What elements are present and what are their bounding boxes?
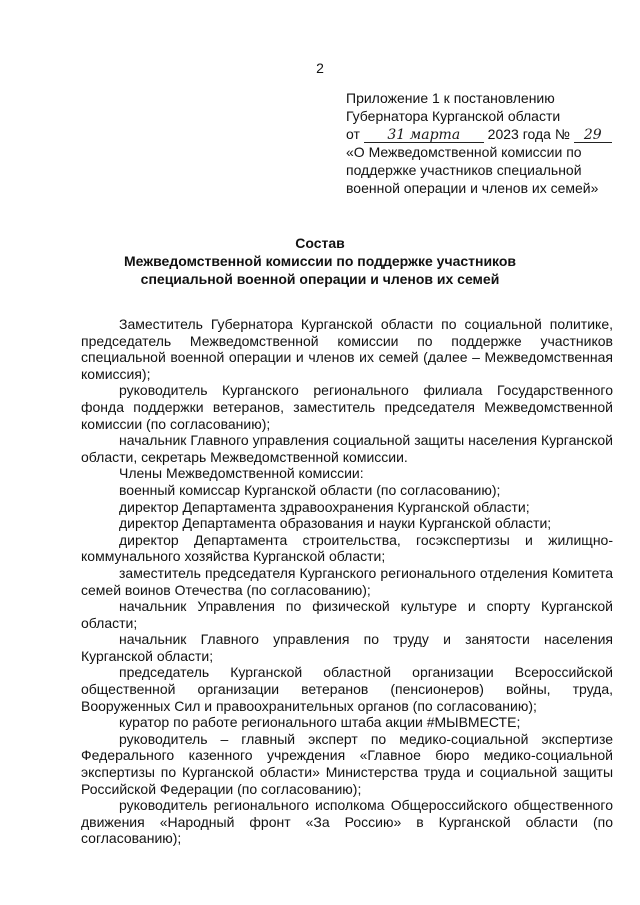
list-item: руководитель – главный эксперт по медико-социальной экспертизе Федерального казенного учреждения «Главное бюро медико-социальной экспертизы по Курганской области» Министерства труда и социальной защиты Российской Федерации (по согласованию); (81, 730, 613, 797)
appendix-title-line-3: военной операции и членов их семей» (346, 180, 599, 196)
handwritten-number: 29 (574, 128, 612, 143)
appendix-title-line-1: «О Межведомственной комиссии по (346, 144, 582, 160)
title-line-3: специальной военной операции и членов их семей (140, 271, 500, 287)
page-number: 2 (316, 60, 324, 76)
list-item: директор Департамента строительства, госэкспертизы и жилищно-коммунального хозяйства Курганской области; (81, 531, 613, 565)
list-item: начальник Управления по физической культуре и спорту Курганской области; (81, 598, 613, 631)
title-line-1: Состав (295, 235, 345, 251)
composition-list (81, 316, 613, 847)
list-item: заместитель председателя Курганского регионального отделения Комитета семей воинов Отечества (по согласованию); (81, 564, 613, 598)
list-item: директор Департамента здравоохранения Курганской области; (119, 498, 530, 515)
appendix-line-1: Приложение 1 к постановлению (346, 90, 555, 106)
handwritten-date: 31 марта (364, 128, 484, 143)
list-item: куратор по работе регионального штаба акции #МЫВМЕСТЕ; (119, 714, 521, 731)
list-item: руководитель регионального исполкома Общероссийского общественного движения «Народный фронт «За Россию» в Курганской области (по согласованию); (81, 797, 613, 847)
appendix-header (346, 89, 626, 197)
list-item: Заместитель Губернатора Курганской области по социальной политике, председатель Межведомственной комиссии по поддержке участников специальной военной операции и членов их семей (далее – Межведомственная комиссия); (81, 316, 613, 382)
list-item: директор Департамента образования и науки Курганской области; (119, 515, 552, 532)
members-heading: Члены Межведомственной комиссии: (119, 465, 364, 482)
appendix-title-line-2: поддержке участников специальной (346, 162, 582, 178)
list-item: председатель Курганской областной организации Всероссийской общественной организации ветеранов (пенсионеров) войны, труда, Вооруженных Сил и правоохранительных органов (по согласованию); (81, 664, 613, 714)
year-text: 2023 года № (487, 126, 570, 142)
list-item: руководитель Курганского регионального филиала Государственного фонда поддержки ветеранов, заместитель председателя Межведомственной комиссии (по согласованию); (81, 382, 613, 432)
date-prefix: от (346, 126, 360, 142)
list-item: начальник Главного управления социальной защиты населения Курганской области, секретарь Межведомственной комиссии. (81, 432, 613, 465)
appendix-line-2: Губернатора Курганской области (346, 108, 561, 124)
list-item: начальник Главного управления по труду и занятости населения Курганской области; (81, 631, 613, 664)
title-line-2: Межведомственной комиссии по поддержке участников (123, 253, 517, 269)
list-item: военный комиссар Курганской области (по согласованию); (119, 481, 501, 498)
appendix-date-line (346, 125, 626, 143)
document-title (0, 234, 640, 288)
